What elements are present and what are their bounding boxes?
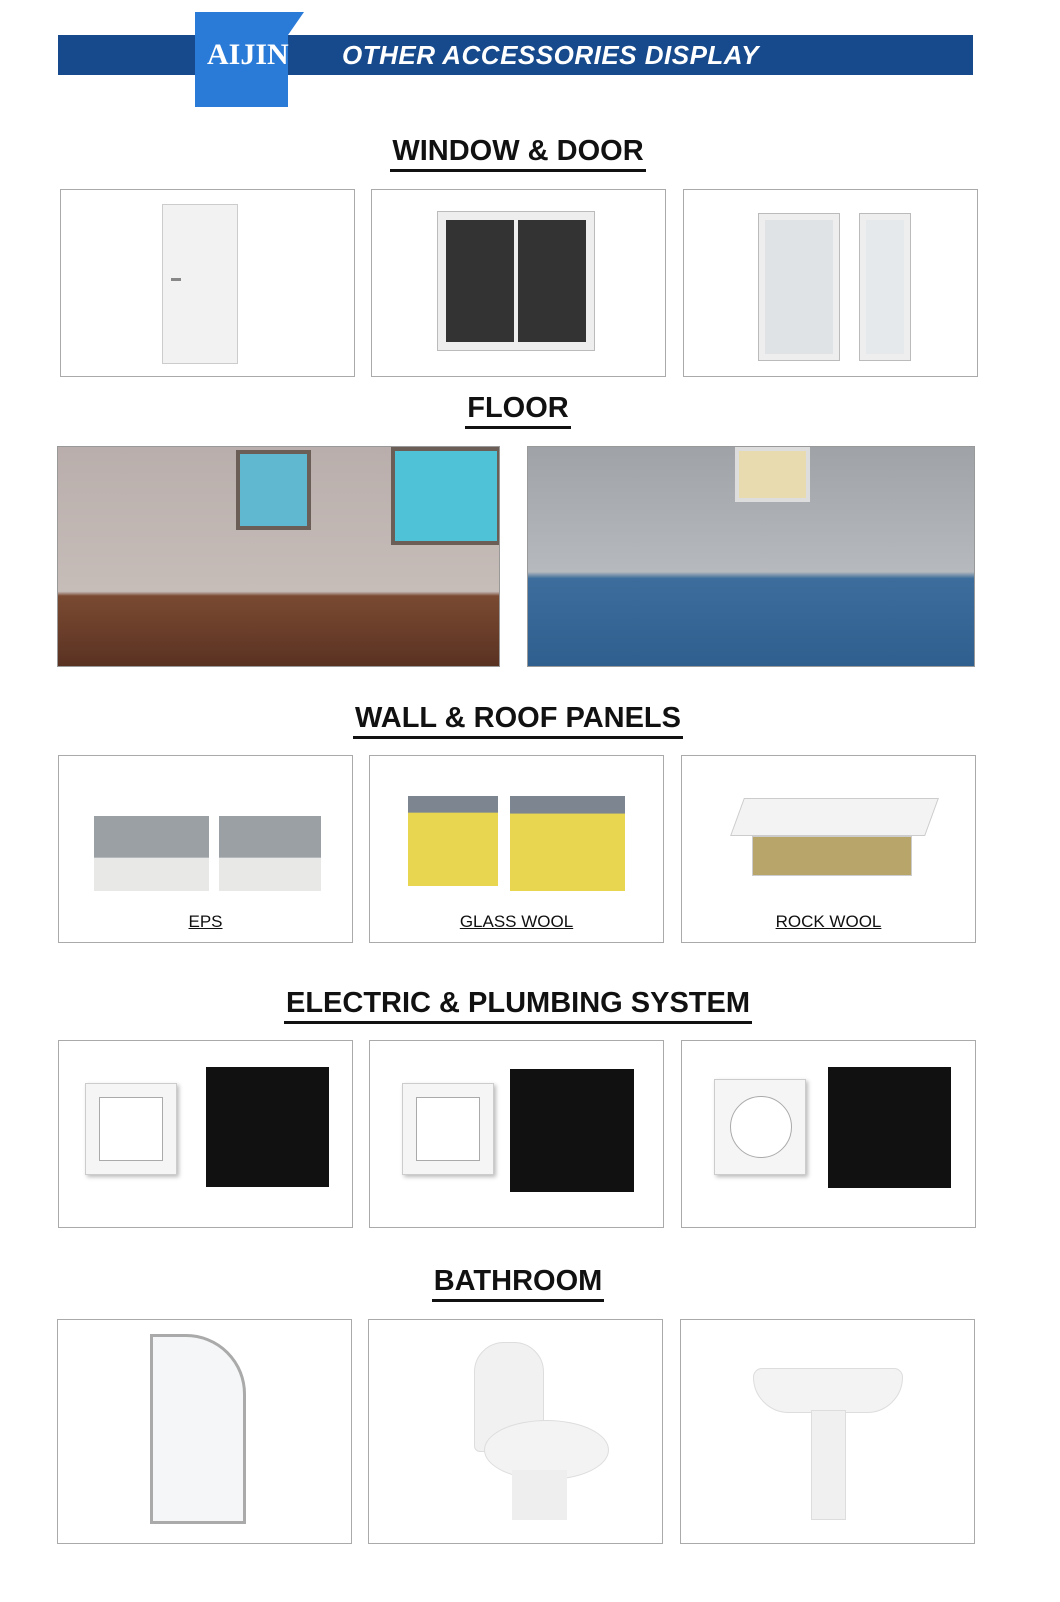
section-title-bathroom: BATHROOM [0, 1265, 1036, 1298]
logo-fold [288, 12, 304, 35]
panel-card-glass-wool [369, 755, 664, 943]
blue-floor-photo [527, 446, 975, 667]
section-title-electric: ELECTRIC & PLUMBING SYSTEM [0, 987, 1036, 1020]
section-title-panels: WALL & ROOF PANELS [0, 702, 1036, 735]
casement-window-image [683, 189, 978, 377]
panel-card-eps [58, 755, 353, 943]
shower-enclosure-image [57, 1319, 352, 1544]
section-title-window-door: WINDOW & DOOR [0, 135, 1036, 168]
section-title-floor: FLOOR [0, 392, 1036, 425]
panel-label-glass-wool: GLASS WOOL [459, 912, 574, 931]
panel-label-eps: EPS [188, 912, 223, 931]
socket-pipes-image [369, 1040, 664, 1228]
door-image [60, 189, 355, 377]
logo-text: AIJIN [207, 38, 289, 71]
panel-card-rock-wool [681, 755, 976, 943]
sliding-window-image [371, 189, 666, 377]
pedestal-sink-image [680, 1319, 975, 1544]
socket-fittings-image [58, 1040, 353, 1228]
toilet-image [368, 1319, 663, 1544]
panel-label-rock-wool: ROCK WOOL [775, 912, 882, 931]
banner-title: OTHER ACCESSORIES DISPLAY [342, 40, 759, 70]
wood-floor-photo [57, 446, 500, 667]
euro-socket-pipes-image [681, 1040, 976, 1228]
